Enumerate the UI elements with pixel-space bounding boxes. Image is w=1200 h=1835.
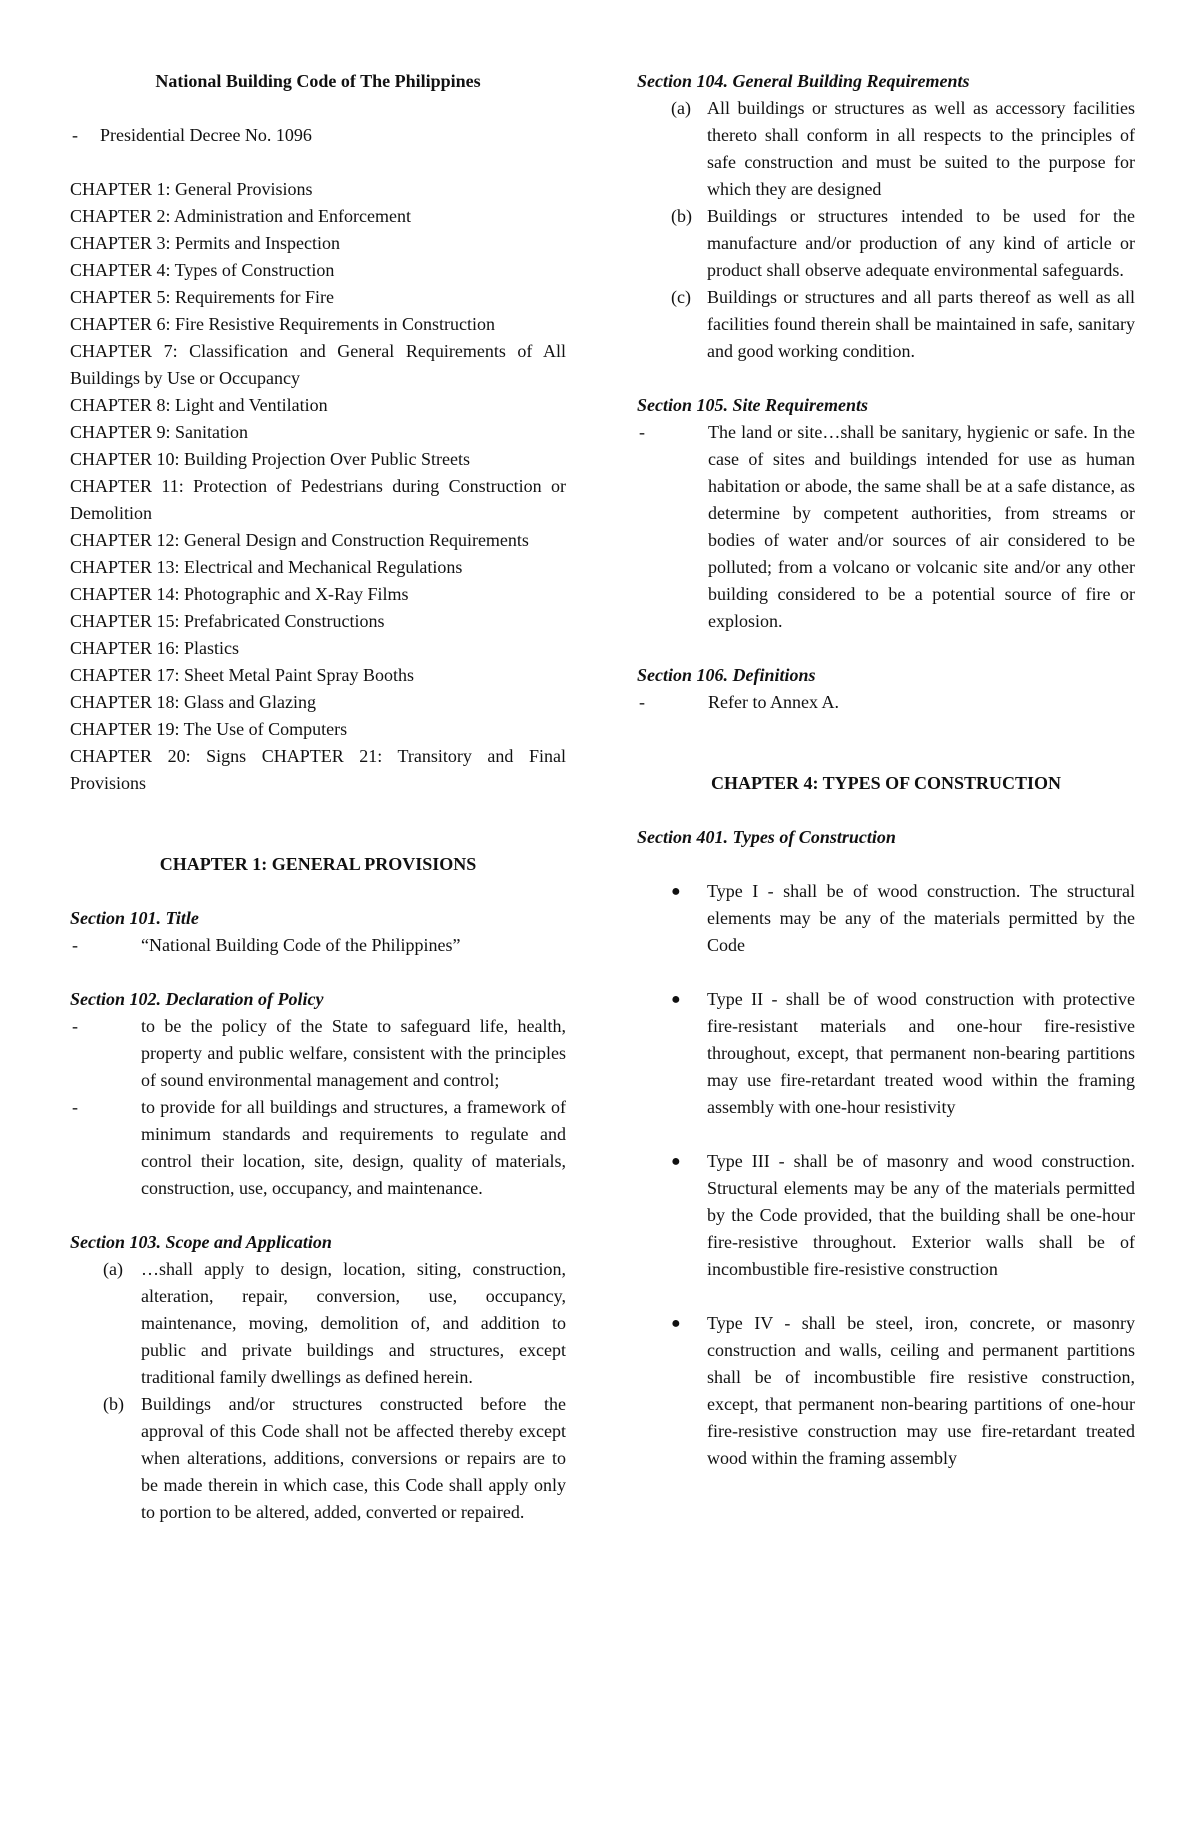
chapter-list-item: CHAPTER 20: Signs CHAPTER 21: Transitory and Final Provisions [70, 746, 566, 793]
chapter-4-heading: CHAPTER 4: TYPES OF CONSTRUCTION [710, 773, 1062, 793]
bullet-icon: ● [671, 883, 681, 900]
bullet-icon: ● [671, 1315, 681, 1332]
chapter-list-item: CHAPTER 15: Prefabricated Constructions [70, 611, 385, 631]
construction-type-item [637, 986, 1135, 1121]
construction-type-text: Type II - shall be of wood construction with protective fire-resistant materials and one-hour fire-resistive throughout, except, that permanent non-bearing partitions may use fire-retardant treated wood within the framing assembly with one-hour resistivity [707, 989, 1135, 1117]
construction-type-item [637, 1310, 1135, 1472]
section-101-title: Section 101. Title [70, 908, 199, 928]
chapter-list-item: CHAPTER 1: General Provisions [70, 179, 313, 199]
section-103-title: Section 103. Scope and Application [70, 1232, 332, 1252]
chapter-list-item: CHAPTER 18: Glass and Glazing [70, 692, 316, 712]
section-104-text: Buildings or structures and all parts thereof as well as all facilities found therein shall be maintained in safe, sanitary and good working condition. [707, 287, 1135, 361]
document-title: National Building Code of The Philippines [155, 71, 481, 91]
dash-marker: - [72, 1097, 78, 1117]
chapter-list-item: CHAPTER 8: Light and Ventilation [70, 395, 328, 415]
section-106-text: Refer to Annex A. [708, 692, 839, 712]
item-letter: (a) [671, 98, 691, 118]
chapter-list-item: CHAPTER 3: Permits and Inspection [70, 233, 340, 253]
chapter-list-item: CHAPTER 12: General Design and Construction Requirements [70, 530, 529, 550]
section-103-item [70, 1391, 566, 1526]
section-103-text: Buildings and/or structures constructed before the approval of this Code shall not be affected thereby except when alterations, additions, conversions or repairs are to be made therein in which case, this Code shall apply only to portion to be altered, added, converted or repaired. [141, 1394, 566, 1522]
section-106-item [637, 689, 1135, 716]
construction-type-item [637, 878, 1135, 959]
section-102-text: to be the policy of the State to safeguard life, health, property and public welfare, consistent with the principles of sound environmental management and control; [141, 1016, 566, 1090]
dash-marker: - [72, 935, 78, 955]
dash-marker: - [72, 1016, 78, 1036]
bullet-icon: ● [671, 991, 681, 1008]
construction-type-text: Type I - shall be of wood construction. The structural elements may be any of the materials permitted by the Code [707, 881, 1135, 955]
chapter-list-item: CHAPTER 17: Sheet Metal Paint Spray Booths [70, 665, 414, 685]
section-102-title: Section 102. Declaration of Policy [70, 989, 324, 1009]
left-column [70, 68, 566, 1526]
section-102-text: to provide for all buildings and structures, a framework of minimum standards and requirements to regulate and control their location, site, design, quality of materials, construction, use, occupancy, and maintenance. [141, 1097, 566, 1198]
item-letter: (b) [103, 1394, 124, 1414]
chapter-list-item: CHAPTER 2: Administration and Enforcement [70, 206, 411, 226]
section-102-item [70, 1013, 566, 1094]
dash-marker: - [639, 692, 645, 712]
section-101-item [70, 932, 566, 959]
chapter-list-item: CHAPTER 6: Fire Resistive Requirements in Construction [70, 314, 495, 334]
section-104-item [637, 95, 1135, 203]
section-104-item [637, 284, 1135, 365]
right-column [637, 68, 1135, 1472]
chapter-list-item: CHAPTER 16: Plastics [70, 638, 240, 658]
decree-text: Presidential Decree No. 1096 [100, 125, 312, 145]
section-105-item [637, 419, 1135, 635]
section-104-text: All buildings or structures as well as accessory facilities thereto shall conform in all respects to the principles of safe construction and must be suited to the purpose for which they are designed [707, 98, 1135, 199]
decree-line [70, 122, 566, 149]
chapter-list-item: CHAPTER 10: Building Projection Over Public Streets [70, 449, 470, 469]
section-104-item [637, 203, 1135, 284]
item-letter: (b) [671, 206, 692, 226]
chapter-list-item: CHAPTER 9: Sanitation [70, 422, 249, 442]
dash-marker: - [72, 125, 78, 145]
section-103-text: …shall apply to design, location, siting, construction, alteration, repair, conversion, use, occupancy, maintenance, moving, demolition of, and addition to public and private buildings and structures, except traditional family dwellings as defined herein. [141, 1259, 566, 1387]
section-401-title: Section 401. Types of Construction [637, 827, 896, 847]
chapter-list-item: CHAPTER 5: Requirements for Fire [70, 287, 334, 307]
section-105-text: The land or site…shall be sanitary, hygienic or safe. In the case of sites and buildings intended for use as human habitation or abode, the same shall be at a safe distance, as determine by competent authorities, from streams or bodies of water and/or sources of air considered to be polluted; from a volcano or volcanic site and/or any other building considered to be a potential source of fire or explosion. [708, 422, 1135, 631]
section-106-title: Section 106. Definitions [637, 665, 816, 685]
section-102-item [70, 1094, 566, 1202]
chapter-list-item: CHAPTER 11: Protection of Pedestrians during Construction or Demolition [70, 476, 566, 523]
dash-marker: - [639, 422, 645, 442]
chapter-list [70, 176, 566, 797]
chapter-list-item: CHAPTER 7: Classification and General Requirements of All Buildings by Use or Occupancy [70, 341, 566, 388]
chapter-list-item: CHAPTER 4: Types of Construction [70, 260, 335, 280]
construction-type-item [637, 1148, 1135, 1283]
section-104-title: Section 104. General Building Requirements [637, 71, 970, 91]
section-101-text: “National Building Code of the Philippines” [141, 935, 461, 955]
section-104-text: Buildings or structures intended to be used for the manufacture and/or production of any kind of article or product shall observe adequate environmental safeguards. [707, 206, 1135, 280]
section-103-item [70, 1256, 566, 1391]
chapter-1-heading: CHAPTER 1: GENERAL PROVISIONS [159, 854, 477, 874]
chapter-list-item: CHAPTER 19: The Use of Computers [70, 719, 348, 739]
construction-type-text: Type IV - shall be steel, iron, concrete, or masonry construction and walls, ceiling and permanent partitions shall be of incombustible fire resistive construction, except, that permanent non-bearing partitions of one-hour fire-resistive construction may use fire-retardant treated wood within the framing assembly [707, 1313, 1135, 1468]
item-letter: (c) [671, 287, 691, 307]
bullet-icon: ● [671, 1153, 681, 1170]
section-105-title: Section 105. Site Requirements [637, 395, 869, 415]
item-letter: (a) [103, 1259, 123, 1279]
chapter-list-item: CHAPTER 14: Photographic and X-Ray Films [70, 584, 409, 604]
chapter-list-item: CHAPTER 13: Electrical and Mechanical Regulations [70, 557, 463, 577]
construction-type-text: Type III - shall be of masonry and wood construction. Structural elements may be any of the materials permitted by the Code provided, that the building shall be one-hour fire-resistive throughout. Exterior walls shall be of incombustible fire-resistive construction [707, 1151, 1135, 1279]
